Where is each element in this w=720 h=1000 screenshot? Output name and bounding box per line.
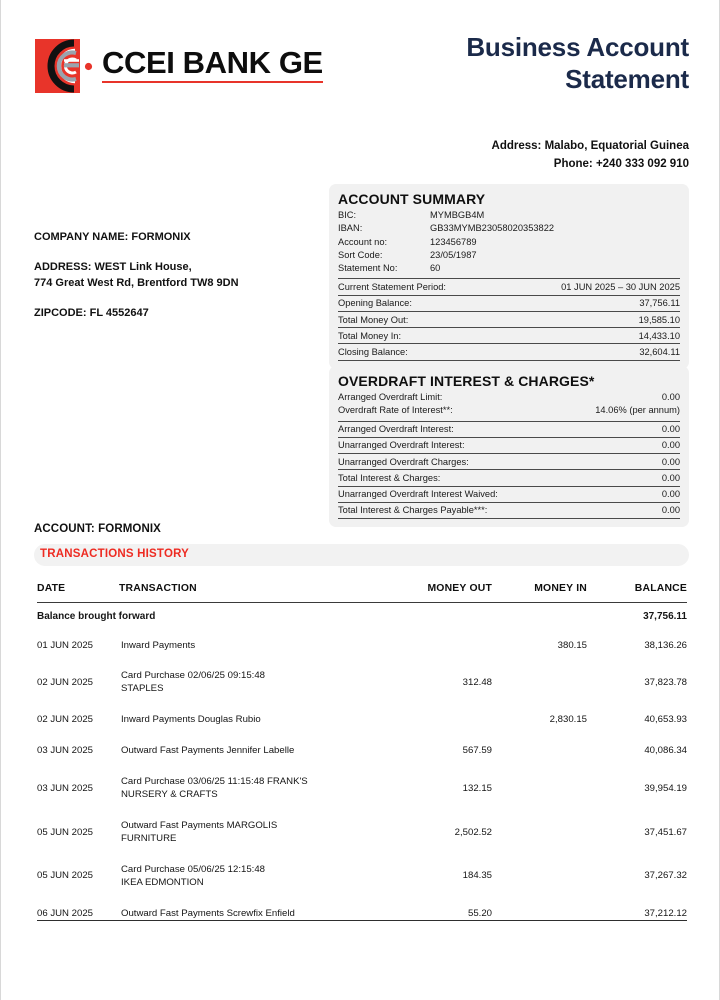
transaction-money-in: [492, 855, 587, 899]
summary-row-value: 01 JUN 2025 – 30 JUN 2025: [501, 279, 680, 295]
transaction-description-line-2: FURNITURE: [121, 833, 177, 844]
account-summary-title: ACCOUNT SUMMARY: [338, 191, 486, 207]
transaction-balance: 39,954.19: [644, 782, 687, 794]
transactions-header-row: [37, 583, 687, 603]
overdraft-field: [338, 391, 680, 404]
transaction-description-line-1: Card Purchase 03/06/25 11:15:48 FRANK'S: [121, 776, 308, 788]
account-summary-panel: [329, 184, 689, 369]
account-summary-field: [338, 236, 680, 249]
transaction-money-out: [387, 631, 492, 662]
column-header-money-out: MONEY OUT: [387, 583, 492, 603]
transaction-balance: 40,653.93: [644, 714, 687, 726]
table-row: [37, 736, 687, 767]
brought-forward-balance: 37,756.11: [643, 611, 687, 622]
table-row: [37, 811, 687, 855]
document-title-line-2: Statement: [565, 63, 689, 94]
overdraft-row-value: 0.00: [645, 421, 680, 437]
customer-address-group: [34, 260, 324, 292]
column-header-transaction: TRANSACTION: [119, 583, 387, 603]
transaction-description: [119, 631, 387, 662]
overdraft-row: [338, 454, 680, 470]
transaction-description: [119, 767, 387, 811]
column-header-balance: BALANCE: [587, 583, 687, 603]
field-label: Statement No:: [338, 263, 398, 274]
transaction-description-line-1: Inward Payments: [121, 639, 196, 651]
bank-address: Address: Malabo, Equatorial Guinea: [491, 140, 689, 152]
field-label: IBAN:: [338, 223, 363, 234]
field-label: BIC:: [338, 210, 357, 220]
field-label: Sort Code:: [338, 249, 383, 260]
overdraft-row-value: 0.00: [645, 454, 680, 470]
field-value: 0.00: [661, 392, 680, 402]
bank-name: CCEI BANK GE: [102, 45, 323, 80]
bank-logo: [34, 38, 323, 94]
field-value: 14.06% (per annum): [595, 405, 680, 416]
overdraft-fields: [338, 391, 680, 418]
transaction-money-out: [387, 705, 492, 736]
brought-forward-money-in: [492, 603, 587, 631]
field-label: Account no:: [338, 236, 388, 247]
overdraft-charges-panel: [329, 366, 689, 527]
field-value: 23/05/1987: [430, 249, 477, 260]
overdraft-row-label: Total Interest & Charges:: [338, 470, 645, 486]
customer-address-line-2: 774 Great West Rd, Brentford TW8 9DN: [34, 276, 239, 289]
transaction-balance: 37,823.78: [644, 676, 687, 688]
transaction-balance: 37,451.67: [644, 826, 687, 838]
overdraft-row: [338, 421, 680, 437]
transaction-date: 05 JUN 2025: [37, 826, 93, 838]
transaction-money-in: 2,830.15: [549, 714, 587, 726]
summary-row-label: Total Money In:: [338, 328, 501, 344]
account-summary-table: [338, 278, 680, 360]
table-row: [37, 899, 687, 930]
transaction-money-in: [492, 767, 587, 811]
overdraft-row-value: 0.00: [645, 470, 680, 486]
summary-row: [338, 344, 680, 360]
document-title-line-1: Business Account: [466, 32, 689, 62]
transaction-money-out: 567.59: [462, 745, 492, 757]
field-value: GB33MYMB23058020353822: [430, 223, 555, 234]
account-summary-field: [338, 222, 680, 235]
transaction-description-line-1: Outward Fast Payments MARGOLIS: [121, 820, 278, 832]
summary-row: [338, 328, 680, 344]
transaction-description-line-1: Outward Fast Payments Screwfix Enfield: [121, 907, 295, 919]
transaction-description-line-1: Outward Fast Payments Jennifer Labelle: [121, 745, 295, 757]
ccei-bank-concentric-arc-logo-icon: [34, 38, 96, 94]
customer-address-line-1: ADDRESS: WEST Link House,: [34, 260, 192, 273]
bank-phone: Phone: +240 333 092 910: [553, 157, 689, 170]
transaction-balance: 40,086.34: [644, 745, 687, 757]
transaction-description: [119, 899, 387, 930]
transactions-history-label: TRANSACTIONS HISTORY: [40, 548, 190, 560]
transaction-balance: 37,212.12: [644, 907, 687, 919]
customer-zipcode: ZIPCODE: FL 4552647: [34, 306, 149, 319]
column-header-money-in: MONEY IN: [492, 583, 587, 603]
customer-company-name: COMPANY NAME: FORMONIX: [34, 231, 191, 243]
summary-row: [338, 279, 680, 295]
overdraft-field: [338, 404, 680, 417]
account-summary-field: [338, 209, 680, 222]
transaction-description-line-2: IKEA EDMONTION: [121, 876, 204, 888]
overdraft-row-value: 0.00: [645, 437, 680, 453]
transaction-description-line-1: Inward Payments Douglas Rubio: [121, 714, 261, 726]
overdraft-row: [338, 470, 680, 486]
brought-forward-money-out: [387, 603, 492, 631]
logo-underline: [102, 81, 323, 83]
transaction-description: [119, 661, 387, 705]
customer-name-group: [34, 230, 324, 246]
overdraft-row-value: 0.00: [645, 502, 680, 518]
transaction-date: 05 JUN 2025: [37, 870, 93, 882]
transaction-date: 03 JUN 2025: [37, 745, 93, 757]
transaction-description-line-1: Card Purchase 05/06/25 12:15:48: [121, 863, 266, 875]
summary-row-value: 37,756.11: [501, 295, 680, 311]
transaction-date: 03 JUN 2025: [37, 782, 93, 794]
page-header: [34, 32, 689, 112]
summary-row-value: 32,604.11: [501, 344, 680, 360]
transaction-money-out: 2,502.52: [454, 826, 492, 838]
overdraft-row-label: Unarranged Overdraft Charges:: [338, 454, 645, 470]
transaction-money-out: 312.48: [462, 676, 492, 688]
transactions-history-banner: [34, 544, 689, 566]
transaction-date: 02 JUN 2025: [37, 676, 93, 688]
transaction-money-in: [492, 899, 587, 930]
field-label: Arranged Overdraft Limit:: [338, 392, 443, 402]
transaction-money-in: [492, 811, 587, 855]
customer-zipcode-group: [34, 306, 324, 322]
overdraft-table: [338, 421, 680, 520]
summary-row: [338, 295, 680, 311]
overdraft-row: [338, 437, 680, 453]
transaction-money-out: 55.20: [467, 907, 492, 919]
transaction-money-out: 132.15: [462, 782, 492, 794]
transaction-date: 01 JUN 2025: [37, 639, 93, 651]
column-header-date: DATE: [37, 583, 119, 603]
field-value: 123456789: [430, 236, 477, 247]
table-row: [37, 631, 687, 662]
transaction-description: [119, 855, 387, 899]
document-title: [359, 32, 689, 95]
transaction-description-line-2: STAPLES: [121, 683, 164, 695]
summary-row-label: Current Statement Period:: [338, 279, 501, 295]
transaction-money-in: [492, 736, 587, 767]
transaction-description: [119, 705, 387, 736]
summary-row-value: 14,433.10: [501, 328, 680, 344]
summary-row-label: Closing Balance:: [338, 344, 501, 360]
table-row: [37, 855, 687, 899]
table-row: [37, 767, 687, 811]
account-holder-line: ACCOUNT: FORMONIX: [34, 523, 161, 535]
summary-row: [338, 311, 680, 327]
field-value: MYMBGB4M: [430, 210, 485, 220]
summary-row-value: 19,585.10: [501, 311, 680, 327]
transaction-balance: 38,136.26: [644, 639, 687, 651]
brought-forward-label: Balance brought forward: [37, 611, 156, 622]
transaction-money-out: 184.35: [462, 870, 492, 882]
overdraft-row-label: Unarranged Overdraft Interest Waived:: [338, 486, 645, 502]
overdraft-row-label: Arranged Overdraft Interest:: [338, 421, 645, 437]
transaction-description: [119, 736, 387, 767]
transaction-description: [119, 811, 387, 855]
transaction-description-line-1: Card Purchase 02/06/25 09:15:48: [121, 670, 266, 682]
account-summary-fields: [338, 209, 680, 275]
overdraft-row-label: Unarranged Overdraft Interest:: [338, 437, 645, 453]
field-label: Overdraft Rate of Interest**:: [338, 405, 453, 416]
overdraft-title: OVERDRAFT INTEREST & CHARGES*: [338, 373, 595, 389]
summary-row-label: Opening Balance:: [338, 295, 501, 311]
customer-details-block: [34, 230, 324, 322]
account-summary-field: [338, 249, 680, 262]
overdraft-row-value: 0.00: [645, 486, 680, 502]
table-row: [37, 661, 687, 705]
transactions-closing-rule: [37, 920, 687, 921]
overdraft-row: [338, 502, 680, 518]
transaction-balance: 37,267.32: [644, 870, 687, 882]
overdraft-row: [338, 486, 680, 502]
transaction-description-line-2: NURSERY & CRAFTS: [121, 789, 218, 801]
transaction-money-in: 380.15: [557, 639, 587, 651]
table-row: [37, 705, 687, 736]
balance-brought-forward-row: [37, 603, 687, 631]
transaction-date: 02 JUN 2025: [37, 714, 93, 726]
bank-contact-block: [349, 138, 689, 174]
field-value: 60: [430, 263, 441, 274]
transaction-date: 06 JUN 2025: [37, 907, 93, 919]
transactions-table: [37, 583, 687, 930]
transaction-money-in: [492, 661, 587, 705]
account-summary-field: [338, 262, 680, 275]
summary-row-label: Total Money Out:: [338, 311, 501, 327]
overdraft-row-label: Total Interest & Charges Payable***:: [338, 502, 645, 518]
